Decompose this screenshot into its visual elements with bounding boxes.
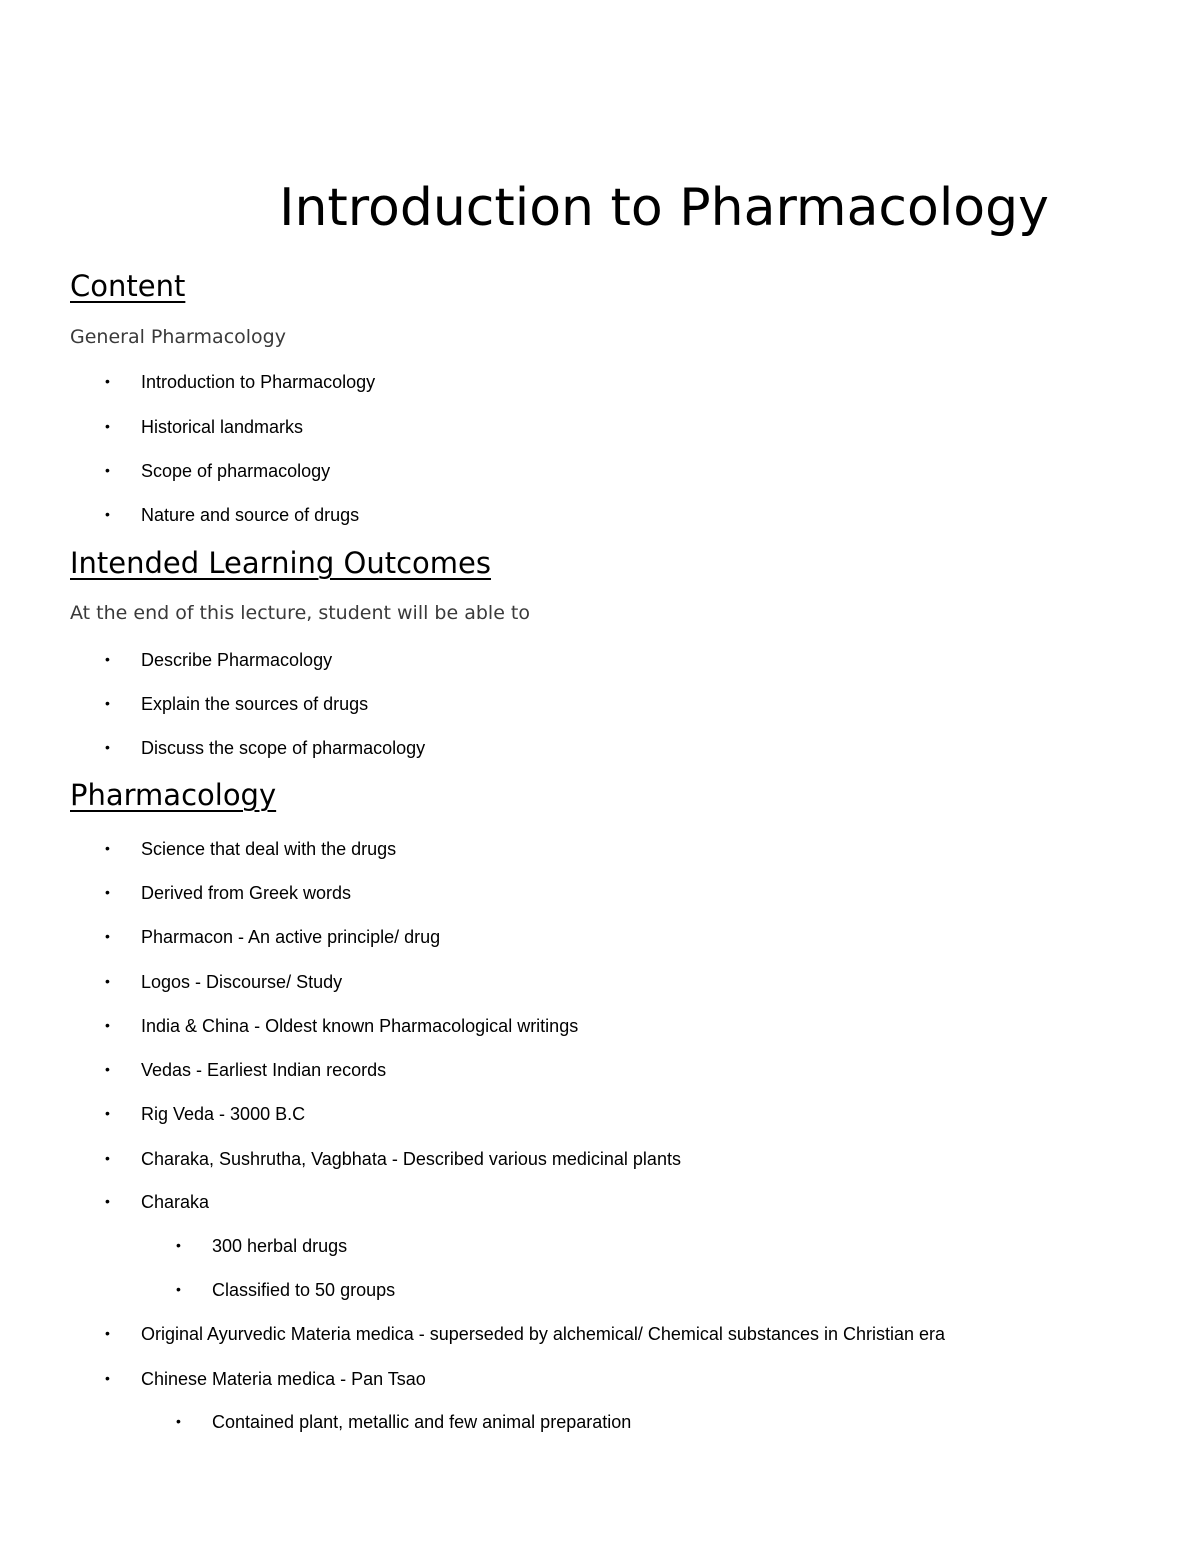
list-item-text: Chinese Materia medica - Pan Tsao xyxy=(141,1369,426,1389)
bullet-icon: • xyxy=(105,1325,110,1341)
list-item-text: Describe Pharmacology xyxy=(141,650,333,670)
outcomes-intro: At the end of this lecture, student will be able to xyxy=(70,602,530,624)
list-item-text: India & China - Oldest known Pharmacological writings xyxy=(141,1016,579,1036)
list-item-text: Charaka, Sushrutha, Vagbhata - Described various medicinal plants xyxy=(141,1149,681,1169)
bullet-icon: • xyxy=(105,840,110,856)
bullet-icon: • xyxy=(176,1281,181,1297)
list-item xyxy=(105,1190,210,1214)
list-item-text: Classified to 50 groups xyxy=(212,1280,396,1300)
bullet-icon: • xyxy=(105,1193,110,1209)
list-item xyxy=(105,648,333,672)
bullet-icon: • xyxy=(105,1061,110,1077)
bullet-icon: • xyxy=(105,373,110,389)
subheading-general-pharmacology: General Pharmacology xyxy=(70,326,286,348)
list-item xyxy=(105,415,304,439)
list-item-text: Contained plant, metallic and few animal preparation xyxy=(212,1412,632,1432)
section-heading-pharmacology: Pharmacology xyxy=(70,778,277,812)
bullet-icon: • xyxy=(105,506,110,522)
list-item xyxy=(105,925,441,949)
list-item-text: Science that deal with the drugs xyxy=(141,839,397,859)
list-item xyxy=(105,881,352,905)
list-item xyxy=(105,370,376,394)
list-item-text: Logos - Discourse/ Study xyxy=(141,972,343,992)
bullet-icon: • xyxy=(105,739,110,755)
list-item-text: Nature and source of drugs xyxy=(141,505,360,525)
list-item-text: Vedas - Earliest Indian records xyxy=(141,1060,387,1080)
list-item xyxy=(105,837,397,861)
list-item xyxy=(105,1147,681,1171)
list-item-text: Explain the sources of drugs xyxy=(141,694,369,714)
list-item-text: Scope of pharmacology xyxy=(141,461,331,481)
bullet-icon: • xyxy=(105,695,110,711)
list-item xyxy=(105,1367,426,1391)
list-item-text: Derived from Greek words xyxy=(141,883,352,903)
sub-list-item xyxy=(176,1278,396,1302)
section-heading-content: Content xyxy=(70,269,186,303)
bullet-icon: • xyxy=(105,651,110,667)
bullet-icon: • xyxy=(105,1150,110,1166)
list-item-text: 300 herbal drugs xyxy=(212,1236,348,1256)
bullet-icon: • xyxy=(105,1370,110,1386)
section-heading-outcomes: Intended Learning Outcomes xyxy=(70,546,491,580)
list-item-text: Historical landmarks xyxy=(141,417,304,437)
bullet-icon: • xyxy=(105,1105,110,1121)
list-item xyxy=(105,970,343,994)
bullet-icon: • xyxy=(105,462,110,478)
list-item-text: Pharmacon - An active principle/ drug xyxy=(141,927,441,947)
bullet-icon: • xyxy=(105,884,110,900)
bullet-icon: • xyxy=(105,973,110,989)
bullet-icon: • xyxy=(105,418,110,434)
sub-list-item xyxy=(176,1410,632,1434)
list-item-text: Discuss the scope of pharmacology xyxy=(141,738,426,758)
bullet-icon: • xyxy=(176,1413,181,1429)
list-item xyxy=(105,1322,946,1346)
list-item xyxy=(105,1014,579,1038)
list-item xyxy=(105,503,360,527)
bullet-icon: • xyxy=(105,1017,110,1033)
sub-list-item xyxy=(176,1234,348,1258)
list-item-text: Charaka xyxy=(141,1192,210,1212)
list-item-text: Introduction to Pharmacology xyxy=(141,372,376,392)
list-item xyxy=(105,692,369,716)
bullet-icon: • xyxy=(176,1237,181,1253)
list-item-text: Rig Veda - 3000 B.C xyxy=(141,1104,306,1124)
list-item xyxy=(105,459,331,483)
list-item xyxy=(105,1058,387,1082)
list-item-text: Original Ayurvedic Materia medica - superseded by alchemical/ Chemical substances in Christian era xyxy=(141,1324,946,1344)
list-item xyxy=(105,1102,306,1126)
list-item xyxy=(105,736,426,760)
document-title: Introduction to Pharmacology xyxy=(279,178,1049,238)
bullet-icon: • xyxy=(105,928,110,944)
